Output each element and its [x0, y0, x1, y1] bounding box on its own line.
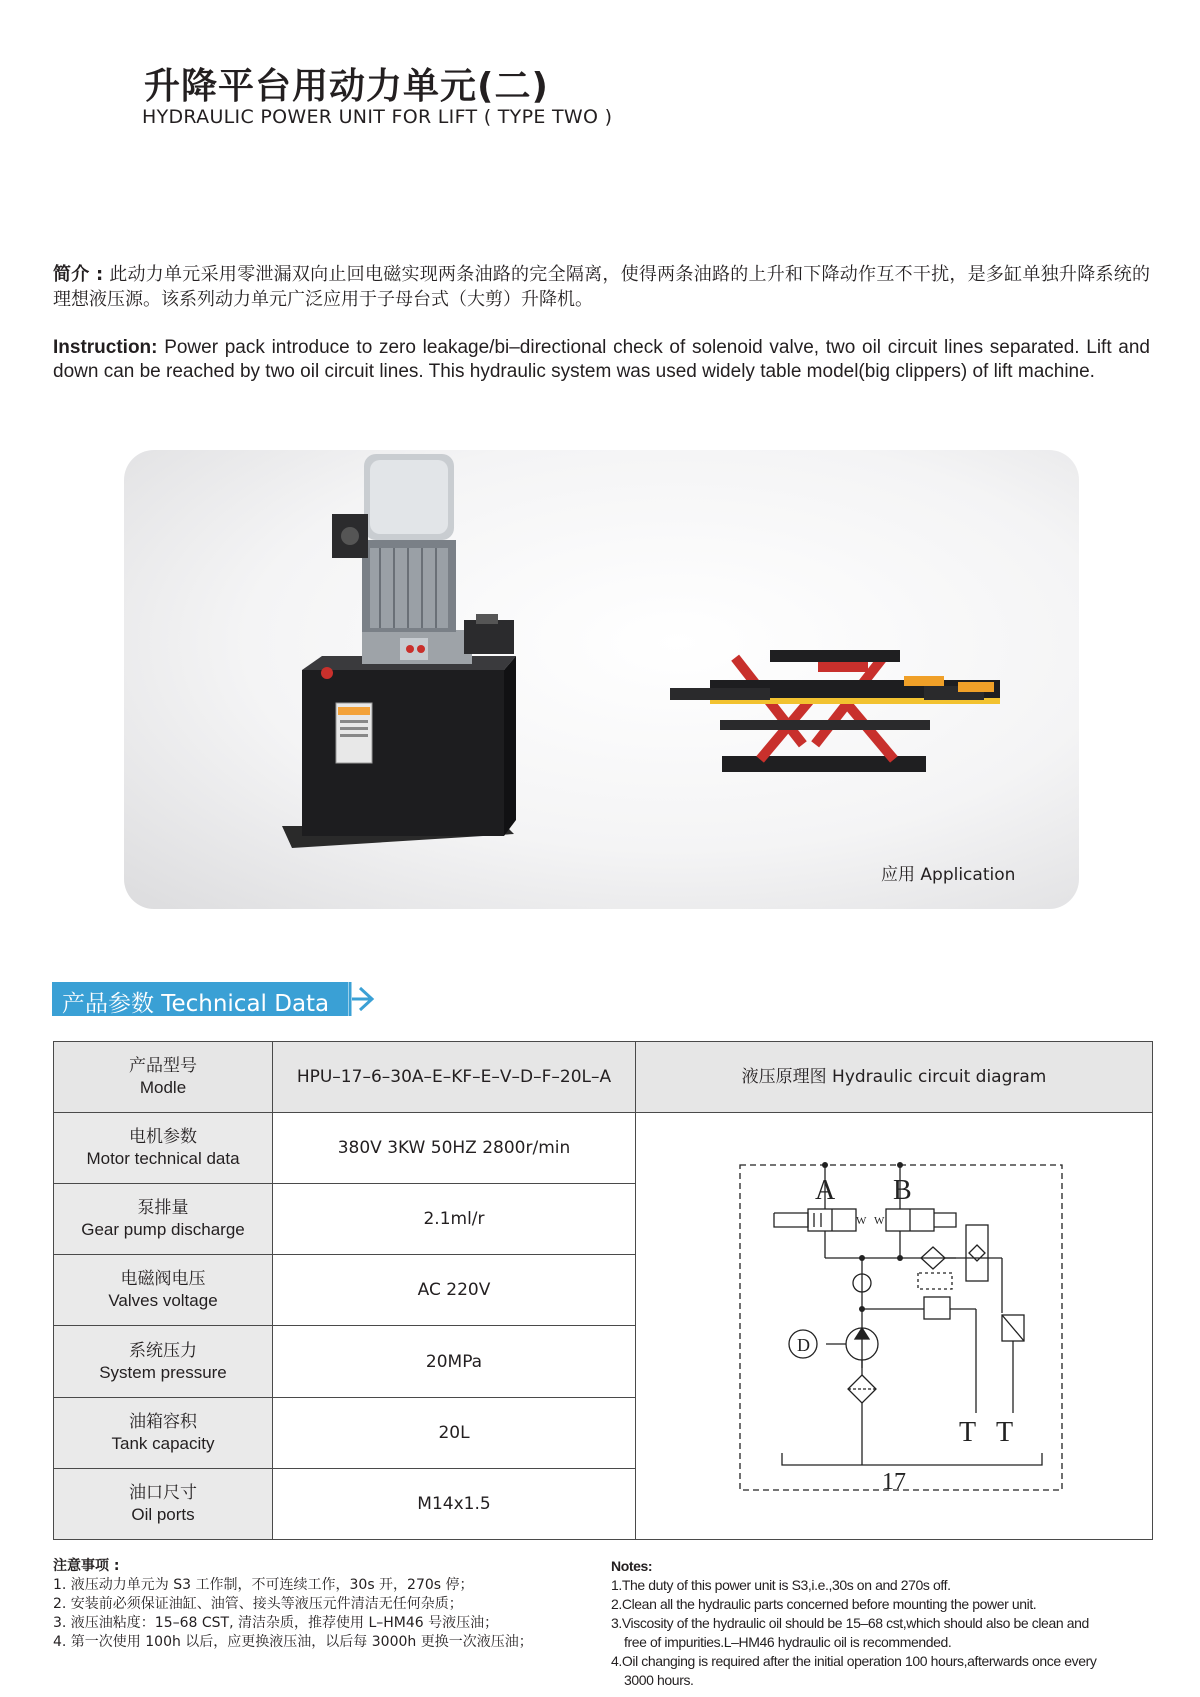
row-label-en: System pressure — [99, 1362, 227, 1382]
table-header-row — [54, 1042, 1153, 1113]
note-item: 2. 安装前必须保证油缸、油管、接头等液压元件清洁无任何杂质； — [53, 1596, 463, 1612]
intro-chinese-lead: 简介 : — [53, 264, 104, 285]
row-label-en: Tank capacity — [111, 1433, 215, 1453]
hydraulic-diagram-cell — [636, 1113, 1153, 1540]
table-row — [54, 1113, 1153, 1184]
port-t2-label: T — [996, 1417, 1014, 1448]
note-item: free of impurities.L–HM46 hydraulic oil is recommended. — [624, 1634, 952, 1650]
row-label-cn: 电机参数 — [129, 1127, 197, 1148]
intro-english-text: Power pack introduce to zero leakage/bi–directional check of solenoid valve, two oil circuit lines separated. Lift and down can be reached by two oil circuit lines. This hydraulic system was used widely table model(big clippers) of lift machine. — [53, 337, 1150, 382]
notes-chinese — [53, 1557, 613, 1652]
row-label-en: Gear pump discharge — [81, 1220, 245, 1240]
note-item: 3.Viscosity of the hydraulic oil should be 15–68 cst,which should also be clean and — [611, 1615, 1089, 1631]
row-label-cell — [54, 1184, 273, 1255]
row-label-cell — [54, 1255, 273, 1326]
scissor-lift-illustration — [670, 650, 1000, 772]
row-label-cell — [54, 1468, 273, 1539]
intro-chinese — [53, 262, 1150, 312]
port-a-label: A — [815, 1175, 836, 1206]
intro-english — [53, 336, 1150, 384]
row-label-cell — [54, 1397, 273, 1468]
intro-chinese-text: 此动力单元采用零泄漏双向止回电磁实现两条油路的完全隔离，使得两条油路的上升和下降动作互不干扰，是多缸单独升降系统的理想液压源。该系列动力单元广泛应用于子母台式（大剪）升降机。 — [53, 264, 1151, 310]
row-label-en: Valves voltage — [108, 1291, 218, 1311]
row-value-cell: AC 220V — [273, 1255, 636, 1326]
note-item: 4.Oil changing is required after the initial operation 100 hours,afterwards once every — [611, 1653, 1097, 1669]
row-value-cell: M14x1.5 — [273, 1468, 636, 1539]
notes-english — [611, 1557, 1156, 1690]
port-b-label: B — [893, 1175, 912, 1206]
section-banner-title: 产品参数 Technical Data — [62, 991, 330, 1017]
row-label-cn: 系统压力 — [129, 1340, 197, 1361]
row-label-cn: 油口尺寸 — [129, 1482, 197, 1503]
note-item: 3. 液压油粘度：15–68 CST, 清洁杂质，推荐使用 L–HM46 号液压油； — [53, 1615, 499, 1631]
tank-number-label: 17 — [882, 1469, 906, 1495]
row-value-cell: 20L — [273, 1397, 636, 1468]
row-label-cn: 泵排量 — [137, 1198, 189, 1219]
row-value-cell: 380V 3KW 50HZ 2800r/min — [273, 1113, 636, 1184]
row-value-cell: 20MPa — [273, 1326, 636, 1397]
row-label-en: Motor technical data — [86, 1149, 240, 1169]
solenoid-w2-label: W — [874, 1215, 885, 1227]
row-label-cell — [54, 1326, 273, 1397]
diagram-header-cell: 液压原理图 Hydraulic circuit diagram — [636, 1042, 1153, 1113]
port-t1-label: T — [959, 1417, 977, 1448]
note-item: 1. 液压动力单元为 S3 工作制，不可连续工作，30s 开，270s 停； — [53, 1577, 474, 1593]
model-label-cell — [54, 1042, 273, 1113]
model-label-en: Modle — [139, 1078, 187, 1097]
row-label-en: Oil ports — [131, 1504, 195, 1524]
row-label-cn: 油箱容积 — [129, 1411, 197, 1432]
motor-label: D — [797, 1335, 810, 1355]
row-label-cell — [54, 1113, 273, 1184]
model-label-cn: 产品型号 — [129, 1056, 197, 1076]
application-caption: 应用 Application — [881, 865, 1016, 885]
row-value-cell: 2.1ml/r — [273, 1184, 636, 1255]
page-subtitle: HYDRAULIC POWER UNIT FOR LIFT ( TYPE TWO ) — [142, 106, 613, 128]
technical-data-table — [53, 1041, 1153, 1540]
note-item: 4. 第一次使用 100h 以后，应更换液压油，以后每 3000h 更换一次液压油； — [53, 1634, 533, 1650]
arrow-right-icon — [348, 982, 380, 1016]
page-title: 升降平台用动力单元(二) — [144, 66, 549, 107]
notes-chinese-heading: 注意事项 : — [53, 1558, 120, 1574]
product-illustrations — [124, 450, 1079, 909]
note-item: 1.The duty of this power unit is S3,i.e.,30s on and 270s off. — [611, 1577, 951, 1593]
note-item: 3000 hours. — [624, 1672, 694, 1688]
intro-english-lead: Instruction: — [53, 337, 158, 358]
hydraulic-circuit-diagram — [636, 1113, 1153, 1539]
model-value-cell: HPU–17–6–30A–E–KF–E–V–D–F–20L–A — [273, 1042, 636, 1113]
row-label-cn: 电磁阀电压 — [120, 1269, 206, 1290]
notes-english-heading: Notes: — [611, 1558, 653, 1574]
solenoid-w1-label: W — [856, 1215, 867, 1227]
power-unit-illustration — [282, 454, 516, 848]
note-item: 2.Clean all the hydraulic parts concerned before mounting the power unit. — [611, 1596, 1037, 1612]
